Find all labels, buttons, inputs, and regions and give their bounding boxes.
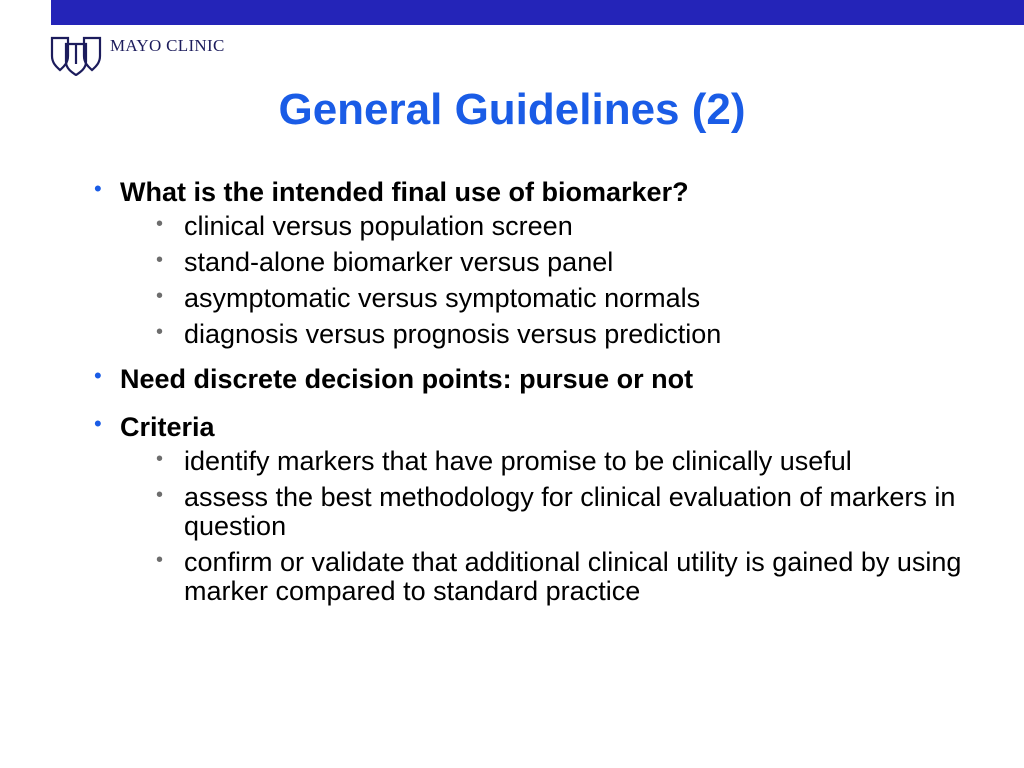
bullet-item xyxy=(92,361,992,397)
bullet-dot-icon: • xyxy=(94,176,102,201)
sub-bullet-dot-icon: • xyxy=(156,285,164,307)
logo-text: MAYO CLINIC xyxy=(110,36,225,55)
sub-bullet-dot-icon: • xyxy=(156,484,164,506)
sub-bullet-text: clinical versus population screen xyxy=(184,211,573,241)
sub-bullet-dot-icon: • xyxy=(156,549,164,571)
sub-bullet-item xyxy=(156,483,992,541)
sub-bullet-item xyxy=(156,447,992,476)
sub-bullet-item xyxy=(156,212,992,241)
bullet-item xyxy=(92,409,992,606)
sub-bullet-text: diagnosis versus prognosis versus prediction xyxy=(184,319,722,349)
bullet-text: Need discrete decision points: pursue or not xyxy=(120,364,694,394)
bullet-text: Criteria xyxy=(120,412,215,442)
sub-bullet-dot-icon: • xyxy=(156,249,164,271)
bullet-text: What is the intended final use of biomarker? xyxy=(120,177,689,207)
sub-bullet-item xyxy=(156,548,992,606)
slide-title: General Guidelines (2) xyxy=(278,85,746,134)
logo xyxy=(50,34,225,80)
bullet-dot-icon: • xyxy=(94,411,102,436)
mayo-shields-icon xyxy=(50,34,102,76)
sub-bullet-item xyxy=(156,320,992,349)
sub-bullet-text: identify markers that have promise to be clinically useful xyxy=(184,446,852,476)
sub-bullet-list xyxy=(120,447,992,606)
sub-bullet-dot-icon: • xyxy=(156,321,164,343)
header-bar xyxy=(51,0,1024,25)
bullet-list xyxy=(92,174,992,618)
sub-bullet-dot-icon: • xyxy=(156,448,164,470)
sub-bullet-dot-icon: • xyxy=(156,213,164,235)
sub-bullet-item xyxy=(156,284,992,313)
sub-bullet-text: confirm or validate that additional clinical utility is gained by using marker compared to standard practice xyxy=(184,547,962,606)
bullet-dot-icon: • xyxy=(94,363,102,388)
bullet-item xyxy=(92,174,992,349)
sub-bullet-list xyxy=(120,212,992,349)
sub-bullet-text: stand-alone biomarker versus panel xyxy=(184,247,614,277)
sub-bullet-item xyxy=(156,248,992,277)
sub-bullet-text: assess the best methodology for clinical evaluation of markers in question xyxy=(184,482,956,541)
sub-bullet-text: asymptomatic versus symptomatic normals xyxy=(184,283,701,313)
